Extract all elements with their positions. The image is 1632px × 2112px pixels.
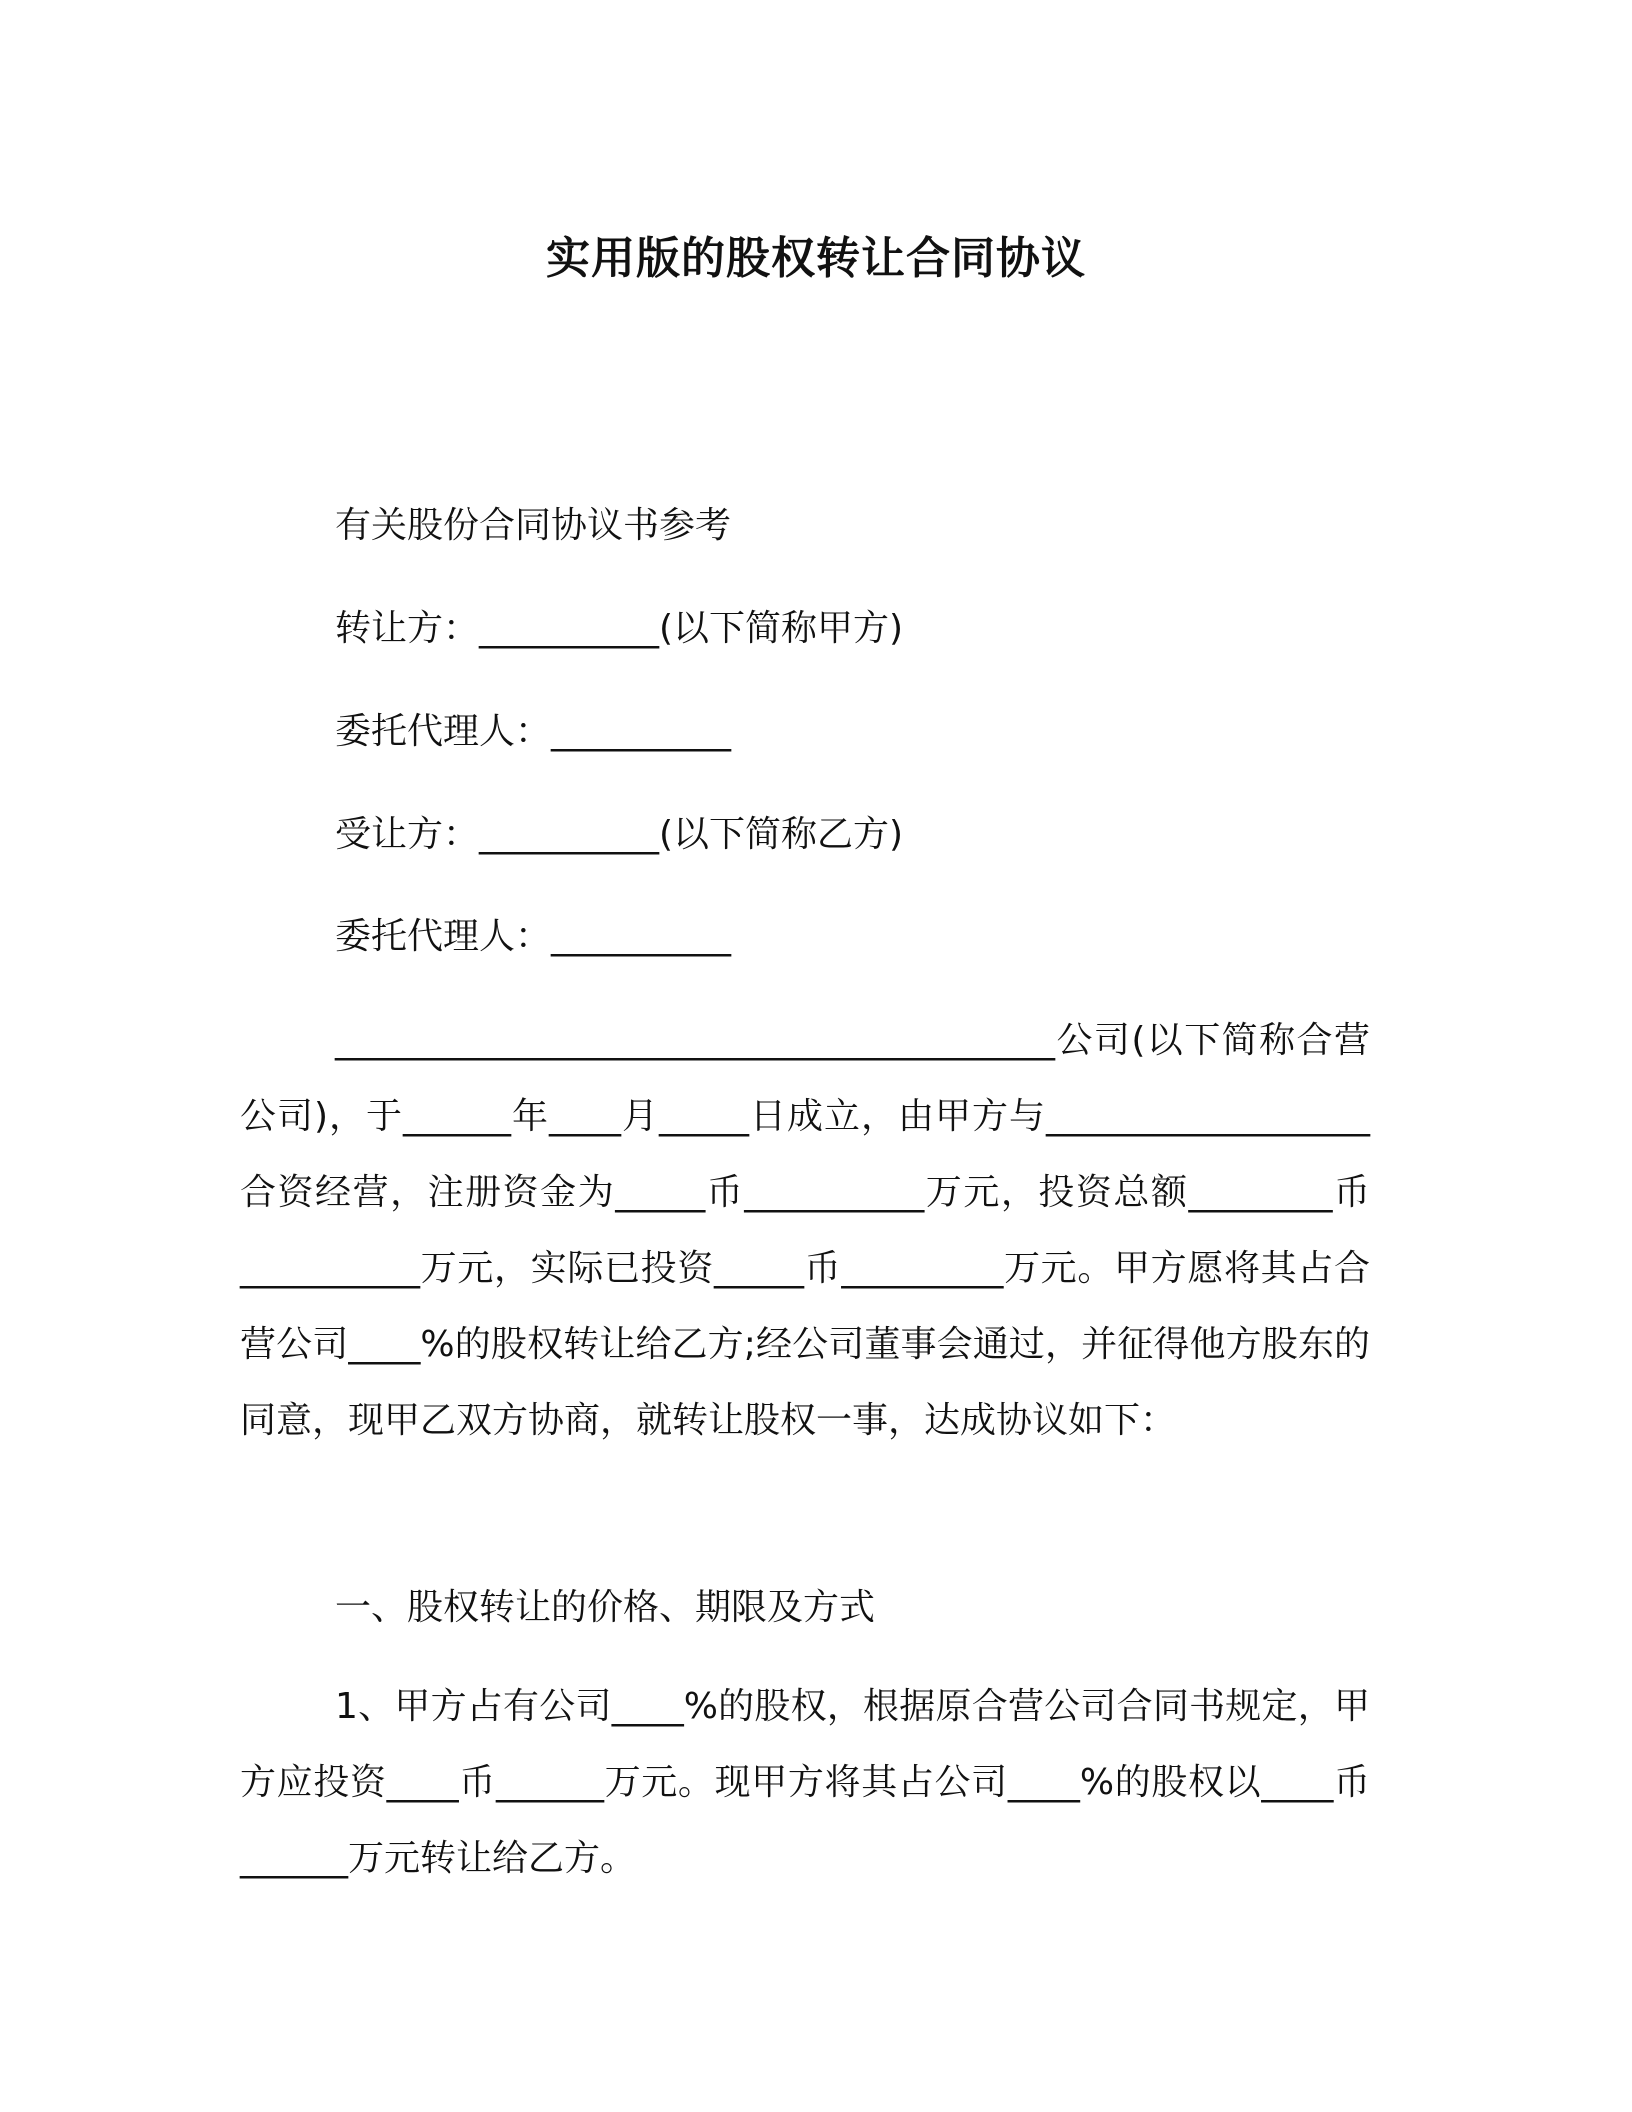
transferee-line: 受让方：__________(以下简称乙方) bbox=[335, 814, 904, 855]
transferor-line: 转让方：__________(以下简称甲方) bbox=[335, 608, 904, 649]
document-subtitle: 有关股份合同协议书参考 bbox=[335, 505, 732, 546]
agent-line-2: 委托代理人：__________ bbox=[335, 916, 732, 957]
agent-line-1: 委托代理人：__________ bbox=[335, 711, 732, 752]
section-1-heading: 一、股权转让的价格、期限及方式 bbox=[335, 1587, 876, 1628]
clause-1-paragraph: 1、甲方占有公司____%的股权，根据原合营公司合同书规定，甲方应投资____币______万元。现甲方将其占公司____%的股权以____币______万元转让给乙方。 bbox=[240, 1686, 1370, 1879]
document-title: 实用版的股权转让合同协议 bbox=[546, 233, 1086, 284]
intro-paragraph: ________________________________________公司(以下简称合营公司)，于______年____月_____日成立，由甲方与__________________合资经营，注册资金为_____币__________万元，投资总额________币__________万元，实际已投资_____币_________万元。甲方愿将其占合营公司____%的股权转让给乙方;经公司董事会通过，并征得他方股东的同意，现甲乙双方协商，就转让股权一事，达成协议如下： bbox=[240, 1020, 1370, 1441]
